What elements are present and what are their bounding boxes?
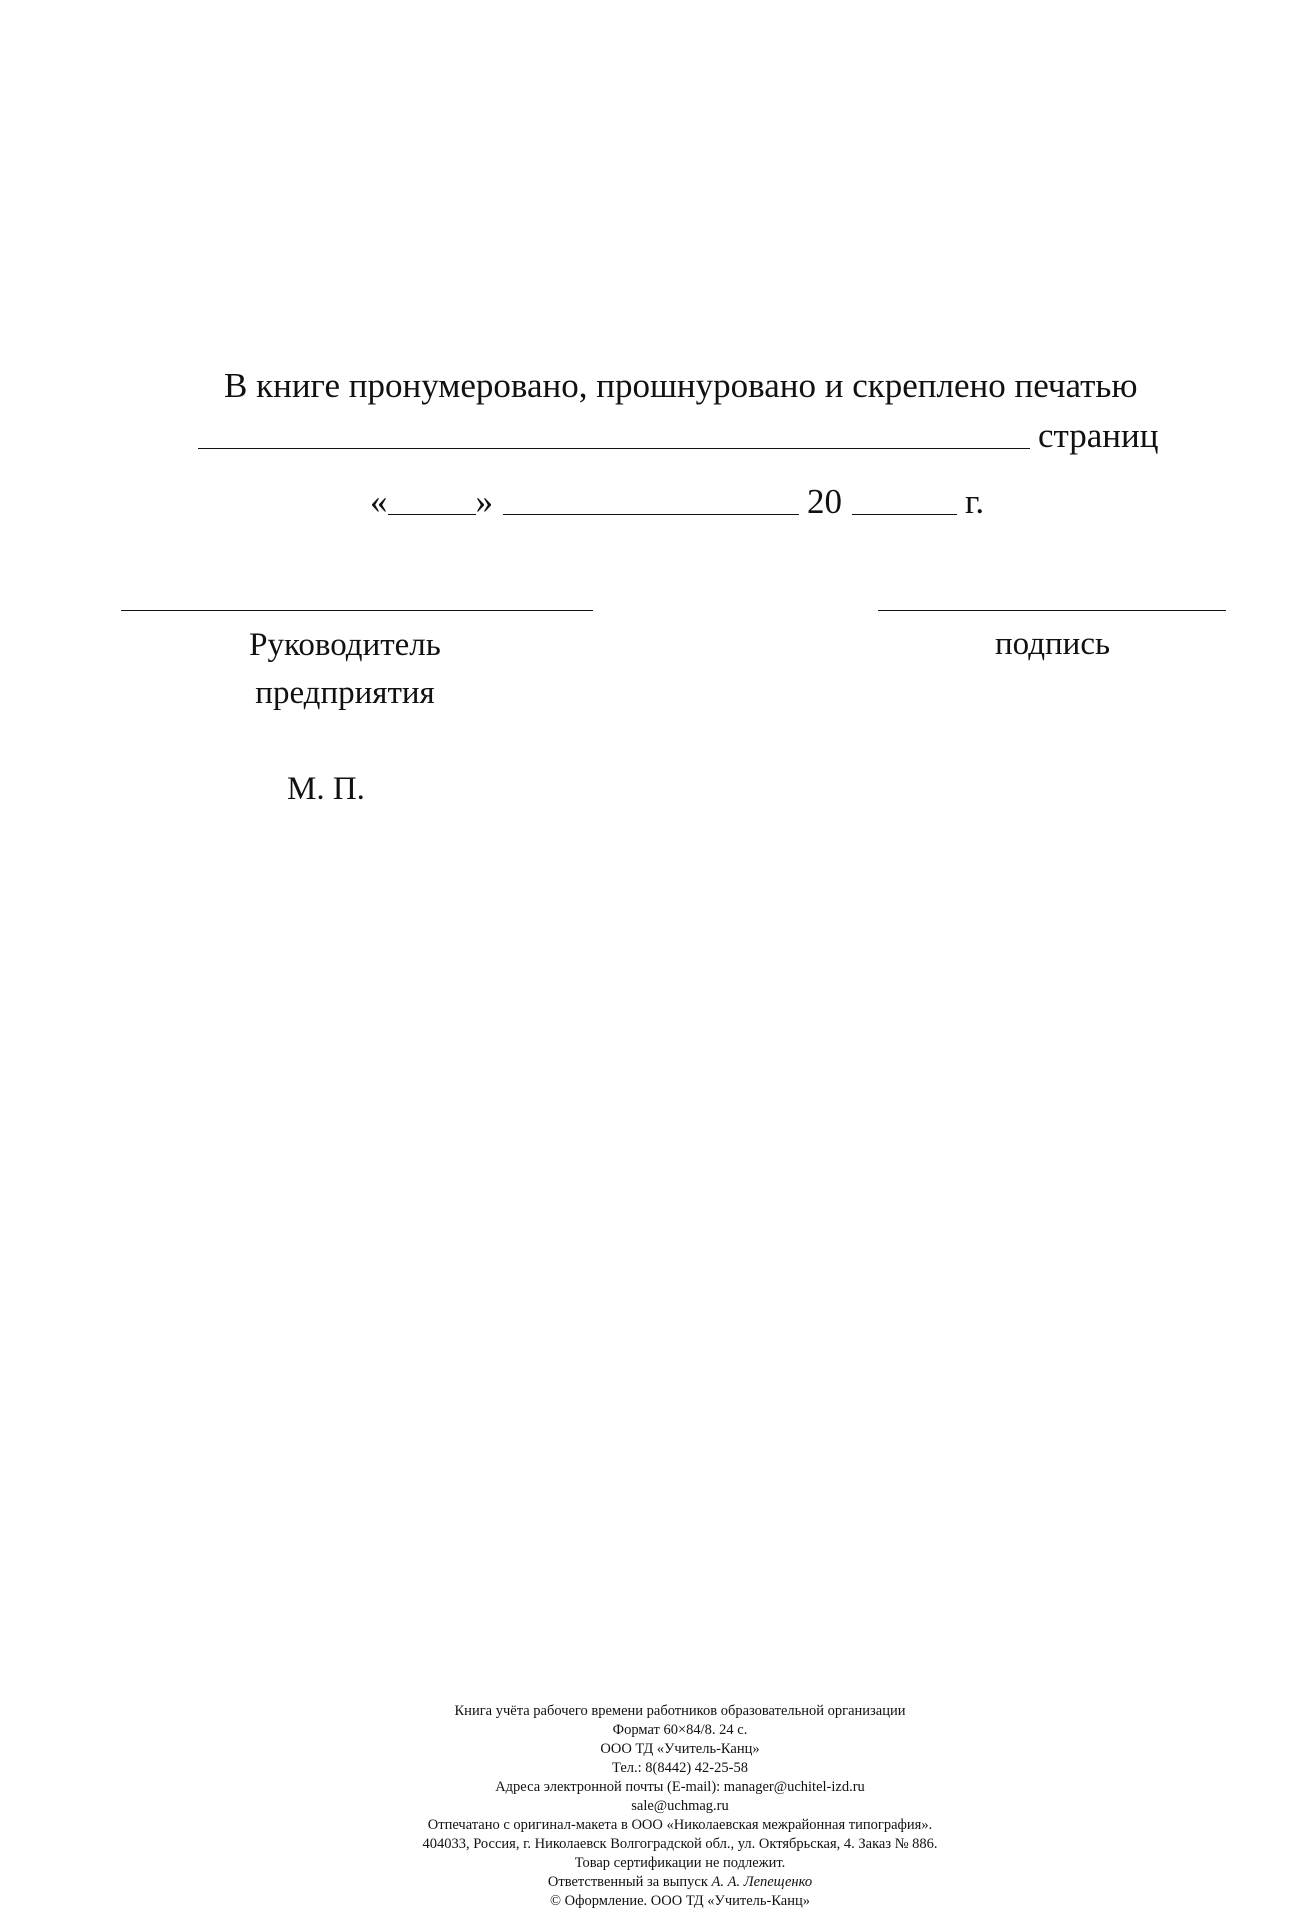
certification-line-1: В книге пронумеровано, прошнуровано и скреплено печатью [224,366,1138,405]
imprint-certification-note: Товар сертификации не подлежит. [574,1855,786,1871]
quote-open: « [370,482,388,521]
signature-label: подпись [995,626,1111,662]
imprint-design: © Оформление. ООО ТД «Учитель-Канц» [549,1893,811,1909]
pages-count-blank[interactable] [198,448,1030,449]
imprint-address: 404033, Россия, г. Николаевск Волгоградской обл., ул. Октябрьская, 4. Заказ № 886. [422,1836,938,1852]
signature-blank[interactable] [878,610,1226,611]
head-of-enterprise-label [245,621,445,717]
imprint-format: Формат 60×84/8. 24 с. [612,1722,748,1738]
imprint-responsible [300,1873,1060,1892]
month-blank[interactable] [503,514,799,515]
imprint-responsible-label: Ответственный за выпуск [547,1874,708,1890]
pages-count-line [198,414,1158,458]
imprint-responsible-name: А. А. Лепещенко [711,1874,813,1890]
year-suffix: г. [965,482,985,521]
imprint-email-2: sale@uchmag.ru [631,1798,729,1814]
day-blank[interactable] [388,514,476,515]
head-label-line-2: предприятия [255,675,435,711]
date-line [370,480,984,524]
century-text: 20 [807,482,842,521]
imprint-email: Адреса электронной почты (E-mail): manager@uchitel-izd.ru [495,1779,865,1795]
imprint-phone: Тел.: 8(8442) 42-25-58 [612,1760,748,1776]
imprint-publisher: ООО ТД «Учитель-Канц» [600,1741,760,1757]
head-name-blank[interactable] [121,610,593,611]
imprint-title: Книга учёта рабочего времени работников образовательной организации [454,1703,906,1719]
head-label-line-1: Руководитель [249,627,441,663]
imprint-block [300,1702,1060,1911]
stamp-place-label: М. П. [287,771,365,807]
pages-word: страниц [1038,416,1159,455]
year-blank[interactable] [852,514,957,515]
imprint-printed: Отпечатано с оригинал-макета в ООО «Николаевская межрайонная типография». [427,1817,933,1833]
quote-close: » [475,482,493,521]
